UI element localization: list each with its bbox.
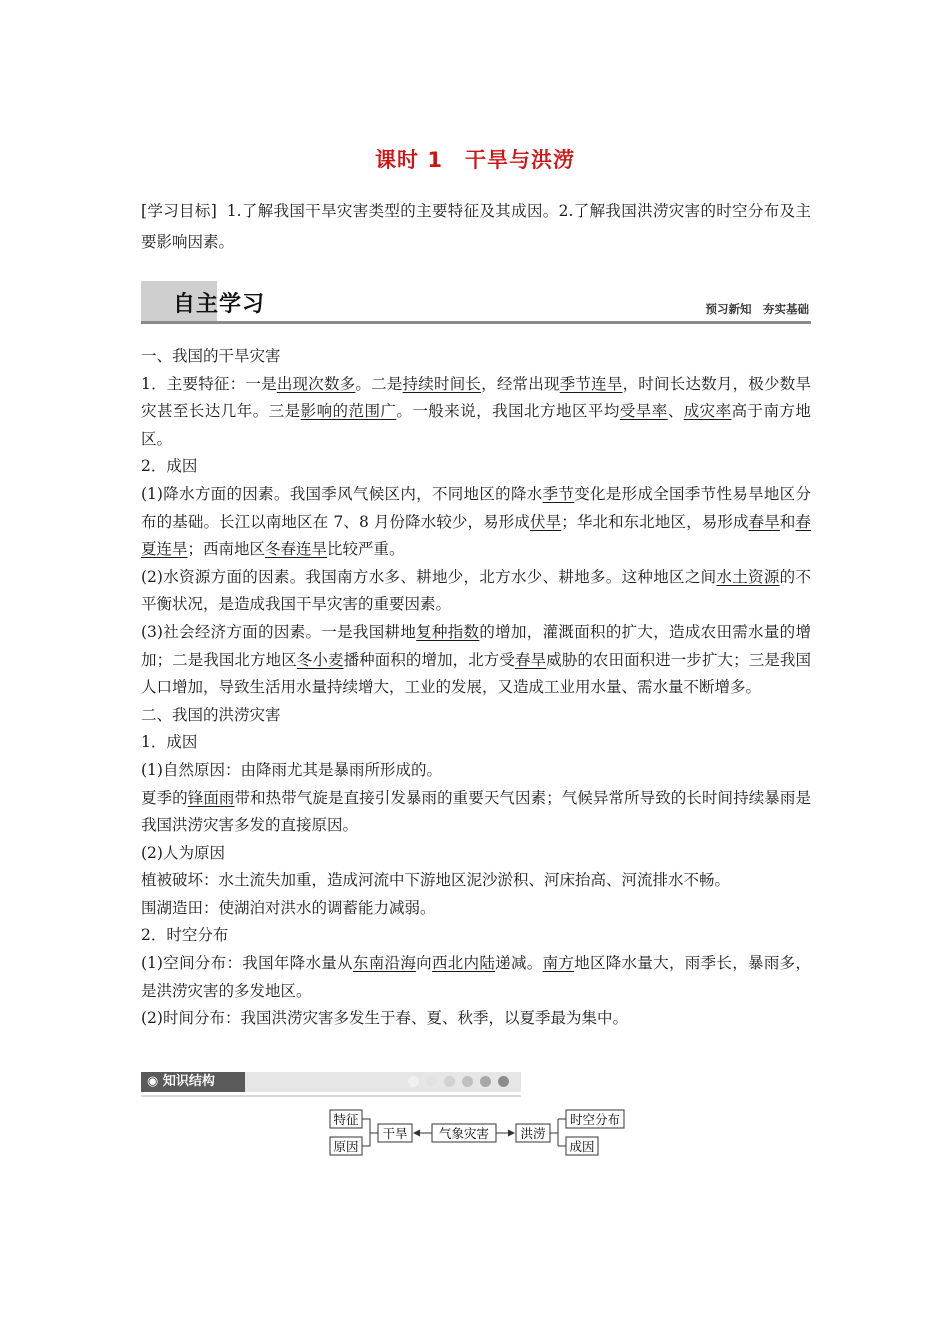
learning-goals: [141, 196, 811, 258]
label-drought: 干旱: [382, 1126, 408, 1141]
text: 向: [416, 954, 432, 973]
box-drought: [378, 1124, 412, 1142]
dot-icon: [408, 1076, 419, 1087]
paragraph: [141, 564, 811, 619]
key-term: 冬小麦: [296, 650, 344, 669]
lesson-number: 课时 1: [375, 148, 443, 172]
paragraph: (2)时间分布：我国洪涝灾害多发生于春、夏、秋季，以夏季最为集中。: [141, 1009, 628, 1028]
text: 、: [667, 402, 684, 421]
text: (3)社会经济方面的因素。一是我国耕地: [141, 622, 417, 641]
label-distribution: 时空分布: [569, 1112, 621, 1127]
paragraph: [141, 481, 811, 564]
section-heading-drought: 一、我国的干旱灾害: [141, 347, 281, 365]
box-distribution: [566, 1110, 624, 1128]
text: 地区降水量大，雨季长，暴雨多，是洪涝灾害的多发地区。: [141, 954, 811, 1000]
box-cause-right: [566, 1137, 598, 1155]
text: (1)降水方面的因素。我国季风气候区内，不同地区的降水: [141, 484, 543, 503]
paragraph: 2．时空分布: [141, 926, 229, 945]
paragraph: [141, 785, 811, 840]
text: ，时间长达数月，极少数旱灾甚至长达几年。三是: [141, 374, 811, 421]
key-term: 锋面雨: [187, 788, 235, 807]
key-term: 出现次数多: [276, 374, 356, 393]
box-flood: [516, 1124, 550, 1142]
box-feature: [330, 1110, 362, 1128]
key-term: 南方: [542, 954, 575, 973]
section-banner: [141, 281, 811, 325]
text: 递减。: [495, 954, 543, 973]
text: 。二是: [355, 374, 403, 393]
key-term: 季节连旱: [559, 374, 623, 393]
label-feature: 特征: [333, 1112, 359, 1127]
lesson-title: [0, 144, 950, 174]
key-term: 影响的范围广: [300, 402, 397, 421]
text: 的增加，灌溉面积的扩大，造成农田需水量的增加；二是我国北方地区: [141, 622, 811, 669]
text: (2)水资源方面的因素。我国南方水多、耕地少，北方水少、耕地多。这种地区之间: [141, 567, 717, 586]
paragraph: [141, 371, 811, 454]
key-term: 持续时间长: [402, 374, 482, 393]
bar-underline: [141, 1095, 521, 1097]
key-term: 西北内陆: [431, 954, 496, 973]
goal-text: 1.了解我国干旱灾害类型的主要特征及其成因。2.了解我国洪涝灾害的时空分布及主要影响因素。: [141, 202, 811, 251]
banner-subtitle: 预习新知 夯实基础: [705, 302, 809, 316]
section-heading-flood: 二、我国的洪涝灾害: [141, 705, 281, 724]
key-term: 冬春连旱: [265, 540, 328, 559]
key-term: 春旱: [748, 512, 780, 531]
text: 夏季的: [141, 788, 188, 807]
text: ；华北和东北地区，易形成: [561, 512, 749, 531]
paragraph: (1)自然原因：由降雨尤其是暴雨所形成的。: [141, 760, 442, 779]
knowledge-structure-label: ◉ 知识结构: [141, 1072, 245, 1092]
label-cause-right: 成因: [569, 1139, 595, 1154]
key-term: 春旱: [514, 650, 547, 669]
dot-icon: [426, 1076, 437, 1087]
text: 变化是形成全国季节性易旱地区分布的基础。长江以南地区在 7、8 月份降水较少，易形成: [141, 484, 811, 531]
text: ；西南地区: [187, 540, 266, 559]
dot-icon: [444, 1076, 455, 1087]
dot-icon: [498, 1076, 509, 1087]
paragraph: [141, 619, 811, 702]
main-content: [141, 343, 811, 1033]
key-term: 季节: [542, 484, 575, 503]
text: 带和热带气旋是直接引发暴雨的重要天气因素；气候异常所导致的长时间持续暴雨是我国洪涝灾害多发的直接原因。: [141, 788, 811, 835]
label-flood: 洪涝: [520, 1126, 546, 1141]
text: 播种面积的增加，北方受: [343, 650, 515, 669]
text: 1．主要特征：一是: [141, 374, 277, 393]
bracket-right: [550, 1119, 566, 1146]
key-term: 水土资源: [716, 567, 780, 586]
key-term: 成灾率: [683, 402, 732, 421]
text: 比较严重。: [327, 540, 405, 559]
text: ，经常出现: [481, 374, 560, 393]
decorative-dots: [408, 1076, 509, 1087]
text: 。一般来说，我国北方地区平均: [396, 402, 620, 421]
banner-divider: [141, 321, 811, 324]
paragraph: [141, 950, 811, 1005]
key-term: 受旱率: [619, 402, 668, 421]
label-cause-left: 原因: [333, 1139, 359, 1154]
text: 的不平衡状况，是造成我国干旱灾害的重要因素。: [141, 567, 811, 614]
box-cause-left: [330, 1137, 362, 1155]
knowledge-structure-bar: [141, 1072, 521, 1102]
paragraph: 围湖造田：使湖泊对洪水的调蓄能力减弱。: [141, 898, 436, 917]
key-term: 东南沿海: [352, 954, 417, 973]
text: 高于南方地区。: [141, 402, 811, 448]
bracket-left: [362, 1119, 378, 1146]
paragraph: 2．成因: [141, 457, 198, 476]
box-center: [432, 1124, 496, 1142]
label-center: 气象灾害: [438, 1126, 490, 1141]
key-term: 复种指数: [416, 622, 480, 641]
paragraph: 植被破坏：水土流失加重，造成河流中下游地区泥沙淤积、河床抬高、河流排水不畅。: [141, 871, 731, 890]
lesson-name: 干旱与洪涝: [464, 148, 575, 172]
knowledge-structure-diagram: [320, 1104, 630, 1160]
dot-icon: [462, 1076, 473, 1087]
dot-icon: [480, 1076, 491, 1087]
key-term: 伏旱: [530, 512, 562, 531]
banner-heading: 自主学习: [173, 292, 266, 317]
text: 威胁的农田面积进一步扩大；三是我国人口增加，导致生活用水量持续增大，工业的发展，又造成工业用水量、需水量不断增多。: [141, 650, 811, 697]
text: (1)空间分布：我国年降水量从: [141, 954, 353, 973]
key-term: 春夏连旱: [141, 512, 811, 559]
paragraph: (2)人为原因: [141, 843, 225, 862]
text: 和: [779, 512, 796, 531]
goal-tag: [学习目标]: [141, 202, 217, 220]
paragraph: 1．成因: [141, 733, 198, 752]
